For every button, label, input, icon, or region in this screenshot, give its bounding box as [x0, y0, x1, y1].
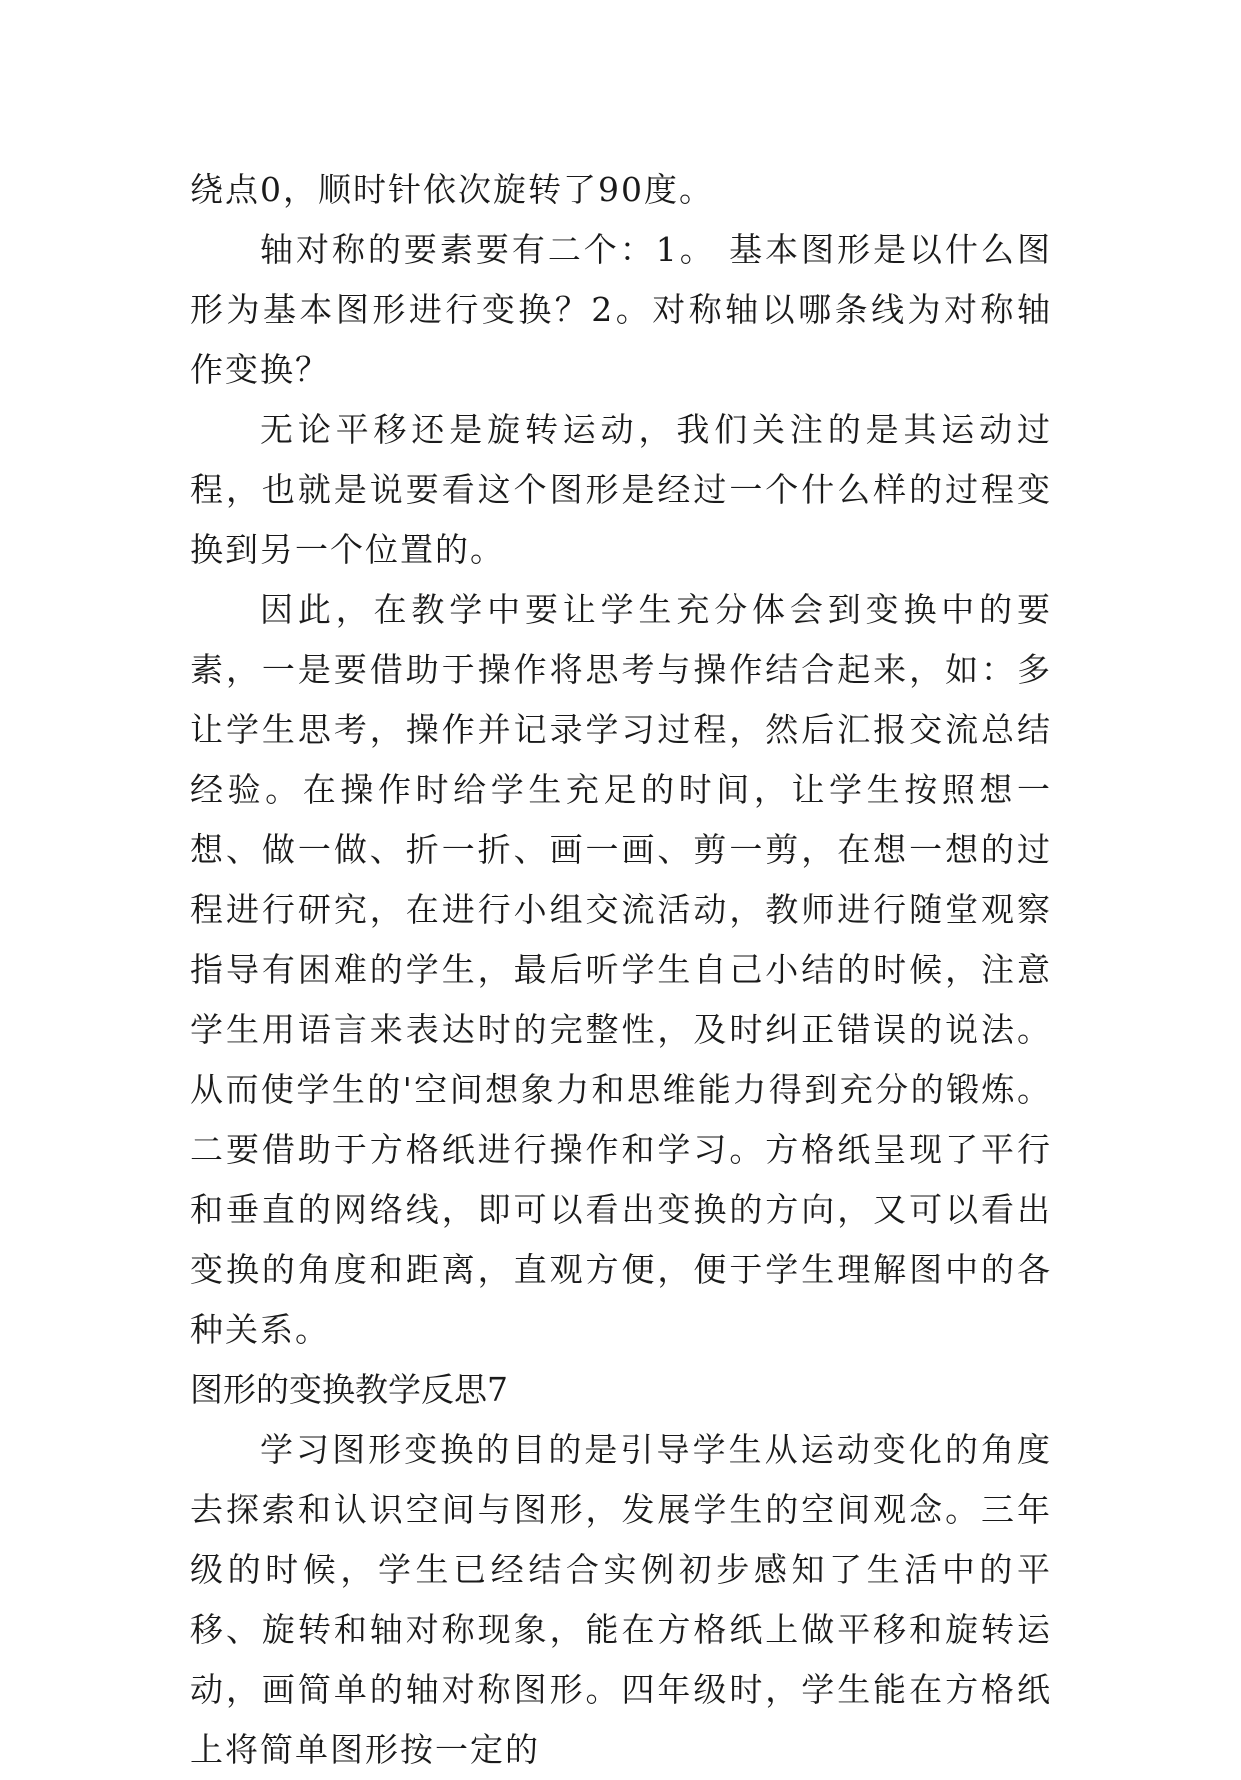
paragraph-2: 轴对称的要素要有二个：1。 基本图形是以什么图形为基本图形进行变换？2。对称轴以哪条线为对称轴作变换？ — [190, 230, 1052, 389]
paragraph-1: 绕点0，顺时针依次旋转了90度。 — [190, 170, 714, 209]
document-body — [190, 160, 1052, 1780]
section-paragraph-1: 学习图形变换的目的是引导学生从运动变化的角度去探索和认识空间与图形，发展学生的空间观念。三年级的时候，学生已经结合实例初步感知了生活中的平移、旋转和轴对称现象，能在方格纸上做平移和旋转运动，画简单的轴对称图形。四年级时，学生能在方格纸上将简单图形按一定的 — [190, 1430, 1052, 1769]
paragraph-3: 无论平移还是旋转运动，我们关注的是其运动过程，也就是说要看这个图形是经过一个什么样的过程变换到另一个位置的。 — [190, 410, 1052, 569]
paragraph-4: 因此，在教学中要让学生充分体会到变换中的要素，一是要借助于操作将思考与操作结合起来，如：多让学生思考，操作并记录学习过程，然后汇报交流总结经验。在操作时给学生充足的时间，让学生按照想一想、做一做、折一折、画一画、剪一剪，在想一想的过程进行研究，在进行小组交流活动，教师进行随堂观察指导有困难的学生，最后听学生自己小结的时候，注意学生用语言来表达时的完整性，及时纠正错误的说法。从而使学生的'空间想象力和思维能力得到充分的锻炼。二要借助于方格纸进行操作和学习。方格纸呈现了平行和垂直的网络线，即可以看出变换的方向，又可以看出变换的角度和距离，直观方便，便于学生理解图中的各种关系。 — [190, 590, 1052, 1349]
section-heading: 图形的变换教学反思7 — [190, 1370, 508, 1409]
